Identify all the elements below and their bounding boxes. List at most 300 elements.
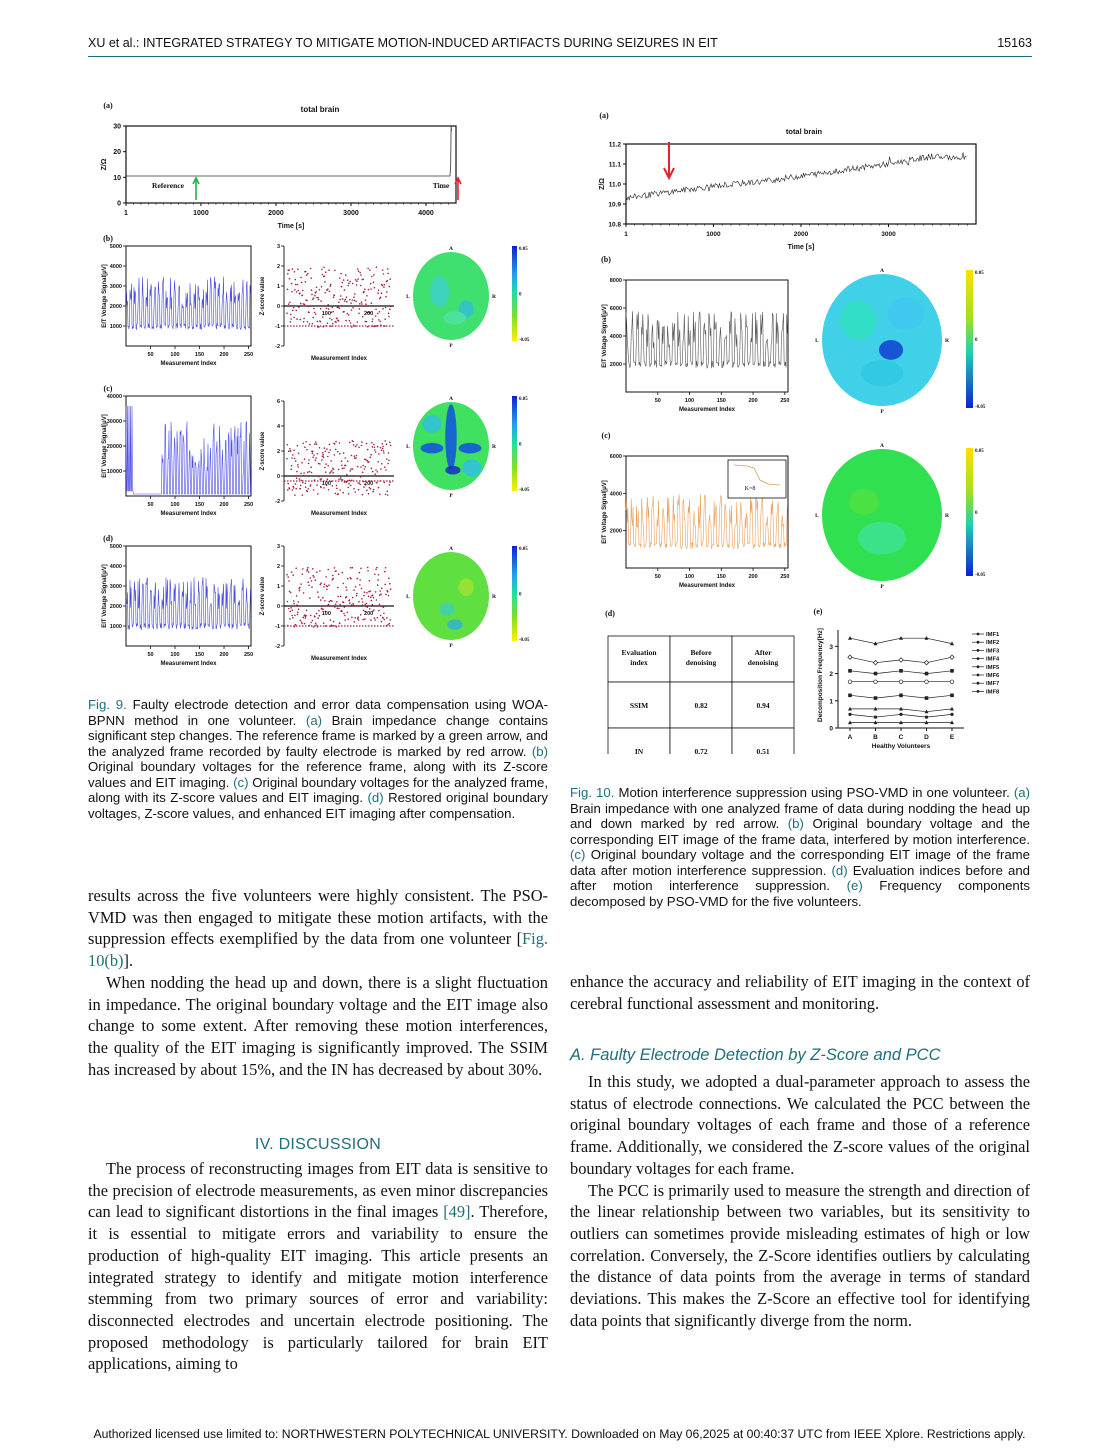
z-point (359, 303, 361, 305)
caption-ref[interactable]: (c) (570, 847, 586, 862)
colorbar-mid: 0 (975, 338, 978, 343)
z-point (389, 623, 391, 625)
z-point (290, 450, 292, 452)
z-point (389, 583, 391, 585)
z-point (379, 480, 381, 482)
z-point (325, 292, 327, 294)
z-point (289, 488, 291, 490)
z-point (333, 296, 335, 298)
z-point (313, 454, 315, 456)
imf-point (950, 707, 954, 711)
z-point (298, 475, 300, 477)
z-point (346, 296, 348, 298)
y-tick-label: 11.1 (608, 161, 621, 169)
z-point (362, 494, 364, 496)
z-point (294, 626, 296, 628)
z-point (382, 617, 384, 619)
x-tick-label: 250 (243, 352, 254, 358)
z-point (300, 319, 302, 321)
z-point (325, 471, 327, 473)
z-point (350, 468, 352, 470)
header-title: XU et al.: INTEGRATED STRATEGY TO MITIGATE MOTION-INDUCED ARTIFACTS DURING SEIZURES IN EIT (88, 36, 718, 50)
y-axis-label: EIT Voltage Signal[μV] (102, 264, 108, 328)
z-point (380, 297, 382, 299)
z-point (286, 312, 288, 314)
z-point (358, 489, 360, 491)
z-point (338, 608, 340, 610)
imf-point (874, 680, 878, 684)
z-point (332, 575, 334, 577)
z-point (339, 604, 341, 606)
z-point (311, 289, 313, 291)
z-point (362, 472, 364, 474)
y-tick-label: 30000 (106, 419, 122, 425)
z-point (293, 603, 295, 605)
z-y-tick-label: 3 (276, 244, 280, 250)
z-point (290, 611, 292, 613)
y-tick-label: 5000 (109, 244, 122, 250)
z-point (328, 452, 330, 454)
x-tick-label: 150 (194, 352, 205, 358)
z-point (364, 618, 366, 620)
z-point (364, 306, 366, 308)
z-point (360, 476, 362, 478)
z-point (355, 586, 357, 588)
z-point (287, 489, 289, 491)
z-point (382, 285, 384, 287)
z-point (327, 569, 329, 571)
chart-title: total brain (300, 105, 340, 114)
z-point (374, 574, 376, 576)
caption-ref[interactable]: (b) (787, 816, 804, 831)
z-point (289, 302, 291, 304)
z-point (366, 603, 368, 605)
z-point (322, 609, 324, 611)
z-point (383, 286, 385, 288)
z-point (360, 285, 362, 287)
z-point (352, 468, 354, 470)
z-point (378, 487, 380, 489)
z-point (341, 465, 343, 467)
z-point (385, 594, 387, 596)
z-point (357, 268, 359, 270)
caption-ref[interactable]: (e) (846, 878, 863, 893)
z-point (356, 595, 358, 597)
voltage-plot-frame (126, 546, 251, 646)
z-point (387, 463, 389, 465)
x-tick-label: 1 (624, 231, 628, 238)
z-point (377, 617, 379, 619)
z-point (378, 290, 380, 292)
z-point (342, 468, 344, 470)
z-point (380, 324, 382, 326)
panel-label: (d) (605, 609, 615, 618)
z-point (380, 468, 382, 470)
legend-label: IMF5 (986, 664, 1000, 671)
z-point (316, 287, 318, 289)
z-point (380, 447, 382, 449)
z-point (347, 578, 349, 580)
imf-point (848, 655, 852, 659)
eit-image-blob (423, 415, 442, 433)
caption-ref[interactable]: (a) (305, 712, 323, 728)
z-point (292, 305, 294, 307)
z-point (353, 325, 355, 327)
z-point (387, 494, 389, 496)
z-point (369, 580, 371, 582)
legend-marker (977, 641, 980, 644)
z-point (287, 444, 289, 446)
imf-point (899, 694, 903, 698)
z-point (310, 484, 312, 486)
z-point (369, 457, 371, 459)
z-point (297, 464, 299, 466)
z-point (310, 305, 312, 307)
z-point (310, 277, 312, 279)
z-point (328, 308, 330, 310)
z-point (295, 567, 297, 569)
z-point (332, 307, 334, 309)
z-point (294, 615, 296, 617)
z-point (366, 443, 368, 445)
y-tick-label: 2000 (109, 304, 122, 310)
z-point (305, 271, 307, 273)
colorbar-max: 0.05 (975, 271, 984, 276)
z-point (294, 458, 296, 460)
eit-image-blob (861, 360, 903, 386)
z-point (389, 308, 391, 310)
y-tick-label: 10.9 (608, 201, 621, 209)
colorbar-min: -0.05 (519, 338, 530, 343)
z-point (349, 299, 351, 301)
z-y-tick-label: -2 (275, 344, 280, 350)
z-point (346, 474, 348, 476)
page-number: 15163 (997, 36, 1032, 50)
z-point (327, 322, 329, 324)
z-point (294, 289, 296, 291)
z-point (321, 606, 323, 608)
z-point (365, 303, 367, 305)
z-point (385, 494, 387, 496)
z-point (287, 625, 289, 627)
table-header: index (630, 658, 648, 667)
z-point (329, 605, 331, 607)
z-point (382, 448, 384, 450)
z-point (324, 281, 326, 283)
z-point (390, 445, 392, 447)
z-point (327, 456, 329, 458)
z-point (295, 460, 297, 462)
footer-license: Authorized licensed use limited to: NORTHWESTERN POLYTECHNICAL UNIVERSITY. Downloaded on May 06,2025 at 00:40:37 UTC from IEEE Xplore. Restrictions apply. (93, 1427, 1026, 1441)
z-point (361, 441, 363, 443)
z-y-tick-label: -1 (275, 624, 280, 630)
z-point (370, 288, 372, 290)
caption-text: Restored original boundary voltages, Z-score values, and enhanced EIT imaging after compensation. (88, 790, 548, 821)
y-tick-label: 8000 (609, 278, 622, 284)
z-point (385, 567, 387, 569)
colorbar-mid: 0 (975, 511, 978, 516)
z-point (346, 589, 348, 591)
eit-image-blob (462, 459, 481, 477)
z-point (317, 626, 319, 628)
z-point (347, 313, 349, 315)
z-point (312, 323, 314, 325)
z-point (293, 450, 295, 452)
z-point (335, 305, 337, 307)
eit-image-blob (445, 404, 456, 470)
z-point (379, 594, 381, 596)
caption-ref[interactable]: (d) (831, 862, 848, 878)
z-point (325, 625, 327, 627)
z-point (357, 475, 359, 477)
z-point (322, 274, 324, 276)
z-point (362, 465, 364, 467)
z-point (292, 574, 294, 576)
z-point (343, 602, 345, 604)
z-point (313, 576, 315, 578)
right-label: R (492, 294, 496, 300)
z-point (352, 441, 354, 443)
x-tick-label: 250 (243, 652, 254, 658)
z-point (325, 325, 327, 327)
inset-label: K=8 (744, 486, 756, 492)
x-axis-label: Measurement Index (160, 661, 217, 667)
z-point (384, 482, 386, 484)
x-tick-label: 150 (716, 574, 726, 580)
z-point (377, 313, 379, 315)
z-point (307, 581, 309, 583)
z-point (373, 274, 375, 276)
z-point (292, 486, 294, 488)
x-tick-label: E (949, 734, 955, 741)
z-point (378, 319, 380, 321)
y-tick-label: 6000 (609, 454, 622, 460)
z-point (320, 321, 322, 323)
colorbar-mid: 0 (519, 442, 522, 448)
colorbar (966, 270, 973, 408)
z-point (334, 454, 336, 456)
z-point (351, 455, 353, 457)
z-point (290, 469, 292, 471)
paragraph: The process of reconstructing images from EIT data is sensitive to the precision of electrode measurements, as even minor discrepancies can lead to significant distortions in the final images [49]. Therefore, it is essential to mitigate errors and variability to ensure the production of high-quality EIT imaging. This article presents an integrated strategy to identify and mitigate motion interference stemming from two primary sources of error and variability: disconnected electrodes and uncertain electrode positioning. The proposed methodology is particularly tailored for brain EIT applications, aiming to (88, 1159, 548, 1374)
z-point (377, 471, 379, 473)
x-tick-label: 2000 (268, 210, 284, 217)
z-point (295, 488, 297, 490)
z-point (330, 460, 332, 462)
imf-point (950, 694, 954, 698)
z-point (302, 290, 304, 292)
z-point (306, 300, 308, 302)
z-point (384, 440, 386, 442)
z-point (311, 294, 313, 296)
z-point (295, 279, 297, 281)
z-point (351, 479, 353, 481)
z-point (370, 283, 372, 285)
z-point (320, 584, 322, 586)
z-point (314, 295, 316, 297)
z-point (322, 597, 324, 599)
z-point (349, 470, 351, 472)
z-point (384, 619, 386, 621)
y-tick-label: 1000 (109, 324, 122, 330)
z-point (386, 291, 388, 293)
caption-ref[interactable]: (c) (233, 774, 249, 790)
z-point (314, 312, 316, 314)
z-point (333, 625, 335, 627)
z-point (349, 281, 351, 283)
z-point (310, 466, 312, 468)
x-tick-label: 50 (654, 574, 661, 580)
imf-point (925, 680, 929, 684)
z-y-tick-label: 4 (276, 424, 280, 430)
z-point (339, 442, 341, 444)
legend-marker (977, 674, 980, 677)
caption-ref[interactable]: (d) (367, 790, 384, 805)
z-point (292, 268, 294, 270)
z-point (288, 269, 290, 271)
z-point (333, 621, 335, 623)
z-point (313, 626, 315, 628)
z-point (304, 458, 306, 460)
colorbar (512, 396, 517, 491)
z-point (375, 569, 377, 571)
z-point (292, 617, 294, 619)
z-point (365, 299, 367, 301)
z-point (369, 590, 371, 592)
z-point (293, 317, 295, 319)
z-point (315, 441, 317, 443)
z-point (347, 487, 349, 489)
z-point (323, 622, 325, 624)
z-point (369, 269, 371, 271)
colorbar (966, 448, 973, 576)
z-point (372, 471, 374, 473)
z-point (300, 583, 302, 585)
z-point (362, 601, 364, 603)
z-point (327, 288, 329, 290)
y-axis-label: Z/Ω (599, 178, 606, 190)
z-point (305, 441, 307, 443)
ref-link-49[interactable]: [49] (443, 1202, 471, 1222)
z-point (366, 592, 368, 594)
right-label: R (945, 513, 949, 519)
z-point (353, 488, 355, 490)
z-point (288, 451, 290, 453)
z-point (384, 318, 386, 320)
z-point (360, 568, 362, 570)
panel-label: (a) (103, 101, 113, 110)
z-point (295, 284, 297, 286)
z-point (354, 617, 356, 619)
z-point (371, 302, 373, 304)
z-point (389, 484, 391, 486)
z-point (366, 295, 368, 297)
z-point (380, 593, 382, 595)
z-point (288, 580, 290, 582)
z-point (344, 299, 346, 301)
z-point (300, 605, 302, 607)
z-point (347, 480, 349, 482)
z-point (331, 481, 333, 483)
z-point (377, 446, 379, 448)
z-point (362, 604, 364, 606)
caption-ref[interactable]: (b) (531, 743, 548, 759)
z-point (377, 461, 379, 463)
imf-point (950, 680, 954, 684)
y-tick-label: 11.0 (608, 181, 621, 189)
z-point (345, 274, 347, 276)
z-point (388, 578, 390, 580)
z-point (354, 300, 356, 302)
z-x-tick-label: 100 (321, 481, 331, 487)
z-point (304, 446, 306, 448)
z-point (323, 456, 325, 458)
z-point (358, 601, 360, 603)
z-point (287, 601, 289, 603)
z-point (376, 567, 378, 569)
z-point (313, 297, 315, 299)
z-point (286, 574, 288, 576)
z-point (309, 597, 311, 599)
caption-text: Original boundary voltages for the reference frame, along with its Z-score values and EIT imaging. (88, 759, 548, 790)
z-y-axis-label: Z-score value (260, 276, 266, 316)
z-point (299, 478, 301, 480)
eit-image-head (822, 449, 942, 581)
z-point (318, 596, 320, 598)
z-point (323, 487, 325, 489)
y-axis-label: EIT Voltage Signal[μV] (102, 414, 108, 478)
imf-point (899, 680, 903, 684)
z-point (305, 483, 307, 485)
z-point (337, 596, 339, 598)
z-point (297, 466, 299, 468)
caption-text: Evaluation indices before and after motion interference suppression. (570, 862, 1031, 893)
z-point (371, 600, 373, 602)
z-point (303, 472, 305, 474)
legend-marker (977, 657, 980, 660)
z-point (311, 580, 313, 582)
z-point (297, 611, 299, 613)
z-point (312, 451, 314, 453)
z-point (299, 590, 301, 592)
z-point (297, 445, 299, 447)
z-point (293, 487, 295, 489)
x-tick-label: 4000 (418, 210, 434, 217)
z-point (298, 453, 300, 455)
z-point (352, 603, 354, 605)
caption-ref[interactable]: (a) (1013, 785, 1030, 800)
z-point (382, 269, 384, 271)
z-point (335, 493, 337, 495)
z-point (364, 591, 366, 593)
x-tick-label: 250 (780, 398, 790, 404)
x-tick-label: 3000 (343, 210, 359, 217)
reference-label: Reference (152, 181, 184, 190)
ref-link-fig10b[interactable]: Fig. 10(b) (88, 929, 548, 971)
z-point (345, 465, 347, 467)
z-point (338, 478, 340, 480)
y-tick-label: 0 (829, 725, 833, 733)
z-point (321, 286, 323, 288)
panel-label: (a) (599, 111, 609, 120)
caption-text: Brain impedance change contains significant step changes. The reference frame is marked by a green arrow, and the analyzed frame recorded by faulty electrode is marked by red arrow. (88, 712, 548, 759)
imf-point (848, 680, 852, 684)
z-point (380, 615, 382, 617)
z-point (359, 484, 361, 486)
z-point (328, 584, 330, 586)
imf-point (950, 669, 954, 673)
z-point (301, 282, 303, 284)
